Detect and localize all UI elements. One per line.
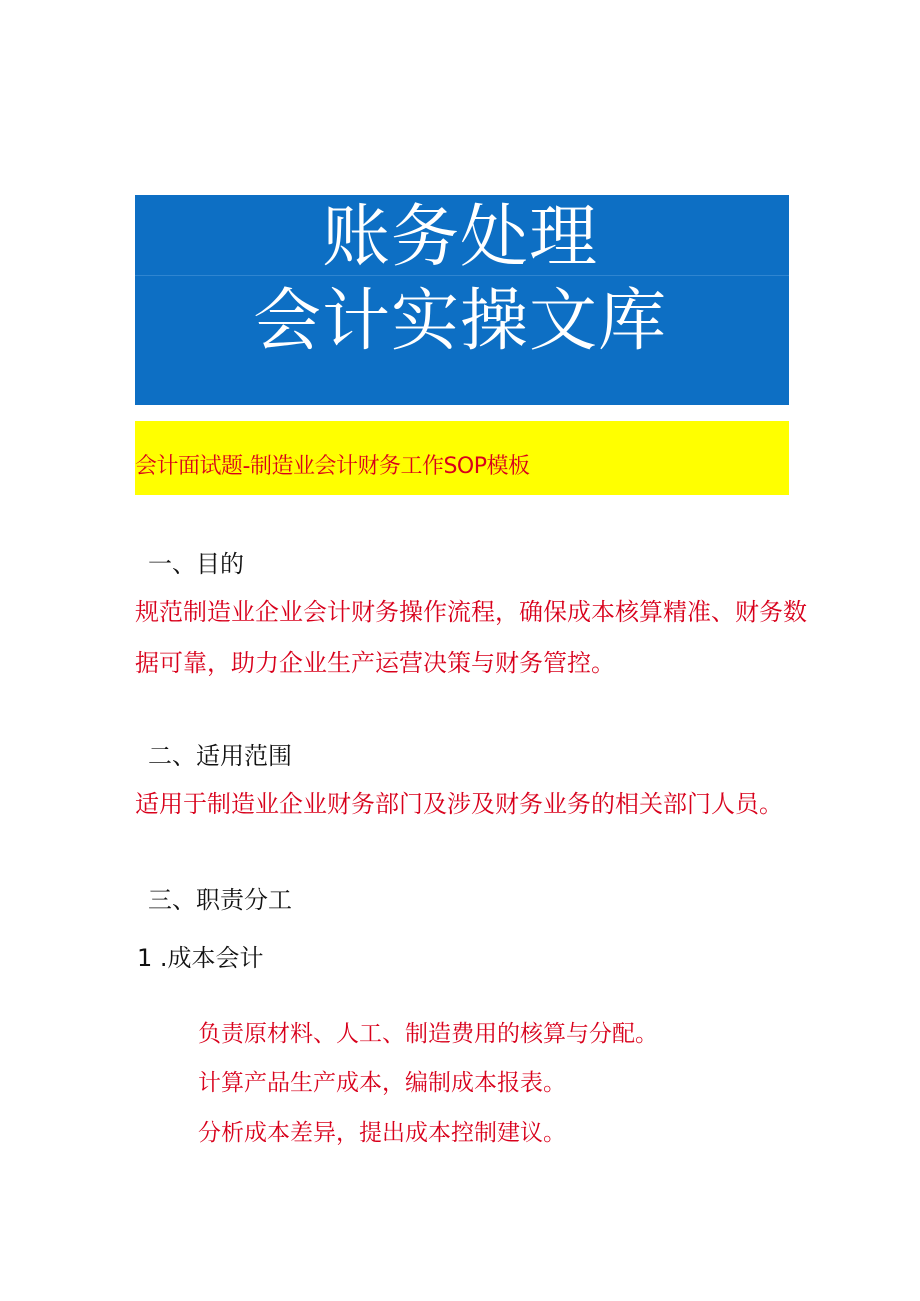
- banner-title-line-1: 账务处理: [321, 198, 598, 277]
- section-heading-scope: 二、适用范围: [148, 742, 292, 770]
- scope-text: 适用于制造业企业财务部门及涉及财务业务的相关部门人员。: [135, 790, 783, 818]
- purpose-text-line-2: 据可靠，助力企业生产运营决策与财务管控。: [135, 649, 615, 677]
- list-item: 负责原材料、人工、制造费用的核算与分配。: [198, 1021, 658, 1047]
- list-item: 计算产品生产成本，编制成本报表。: [198, 1070, 566, 1096]
- document-subtitle: 会计面试题-制造业会计财务工作SOP模板: [135, 454, 530, 479]
- section-heading-purpose: 一、目的: [148, 550, 244, 578]
- list-item: 分析成本差异，提出成本控制建议。: [198, 1120, 566, 1146]
- banner-title-line-2: 会计实操文库: [252, 282, 667, 361]
- sub-heading-cost-accountant: 1 .成本会计: [137, 944, 264, 972]
- purpose-text-line-1: 规范制造业企业会计财务操作流程，确保成本核算精准、财务数: [135, 598, 807, 626]
- section-heading-duties: 三、职责分工: [148, 886, 292, 914]
